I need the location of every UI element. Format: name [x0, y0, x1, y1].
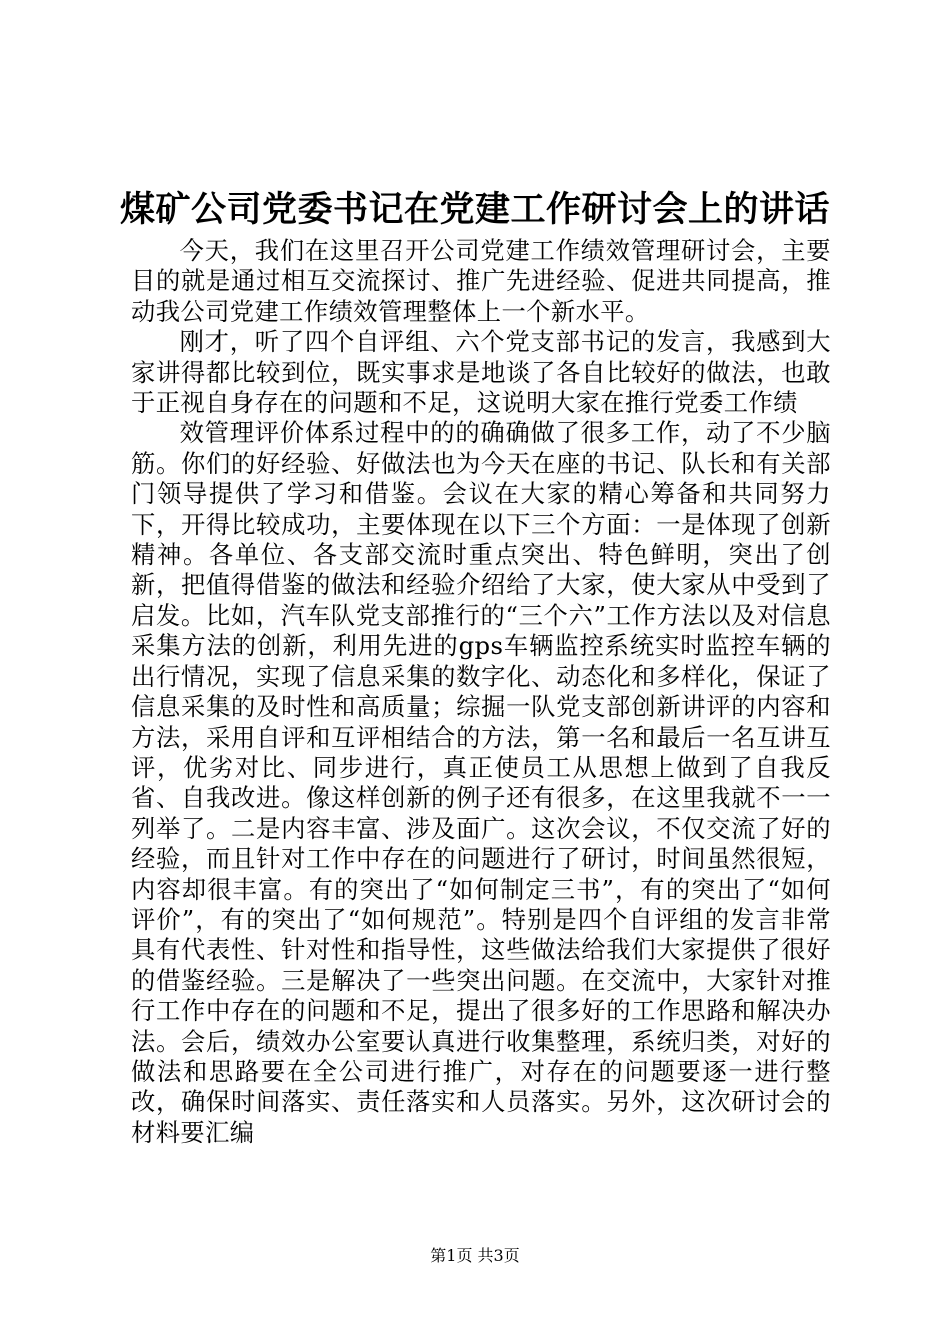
paragraph-3: 效管理评价体系过程中的的确确做了很多工作，动了不少脑筋。你们的好经验、好做法也为今天在座的书记、队长和有关部门领导提供了学习和借鉴。会议在大家的精心筹备和共同努力下，开得比较成功，主要体现在以下三个方面：一是体现了创新精神。各单位、各支部交流时重点突出、特色鲜明，突出了创新，把值得借鉴的做法和经验介绍给了大家，使大家从中受到了启发。比如，汽车队党支部推行的“三个六”工作方法以及对信息采集方法的创新，利用先进的gps车辆监控系统实时监控车辆的出行情况，实现了信息采集的数字化、动态化和多样化，保证了信息采集的及时性和高质量；综掘一队党支部创新讲评的内容和方法，采用自评和互评相结合的方法，第一名和最后一名互讲互评，优劣对比、同步进行，真正使员工从思想上做到了自我反省、自我改进。像这样创新的例子还有很多，在这里我就不一一列举了。二是内容丰富、涉及面广。这次会议，不仅交流了好的经验，而且针对工作中存在的问题进行了研讨，时间虽然很短，内容却很丰富。有的突出了“如何制定三书”，有的突出了“如何评价”，有的突出了“如何规范”。特别是四个自评组的发言非常具有代表性、针对性和指导性，这些做法给我们大家提供了很好的借鉴经验。三是解决了一些突出问题。在交流中，大家针对推行工作中存在的问题和不足，提出了很多好的工作思路和解决办法。会后，绩效办公室要认真进行收集整理，系统归类，对好的做法和思路要在全公司进行推广，对存在的问题要逐一进行整改，确保时间落实、责任落实和人员落实。另外，这次研讨会的材料要汇编: [131, 418, 831, 1147]
document-body: [131, 236, 831, 1148]
document-title: 煤矿公司党委书记在党建工作研讨会上的讲话: [119, 189, 830, 230]
paragraph-1: 今天，我们在这里召开公司党建工作绩效管理研讨会，主要目的就是通过相互交流探讨、推广先进经验、促进共同提高，推动我公司党建工作绩效管理整体上一个新水平。: [131, 236, 831, 326]
page-number: 第1页 共3页: [430, 1246, 520, 1265]
paragraph-2: 刚才，听了四个自评组、六个党支部书记的发言，我感到大家讲得都比较到位，既实事求是地谈了各自比较好的做法，也敢于正视自身存在的问题和不足，这说明大家在推行党委工作绩: [131, 327, 831, 418]
